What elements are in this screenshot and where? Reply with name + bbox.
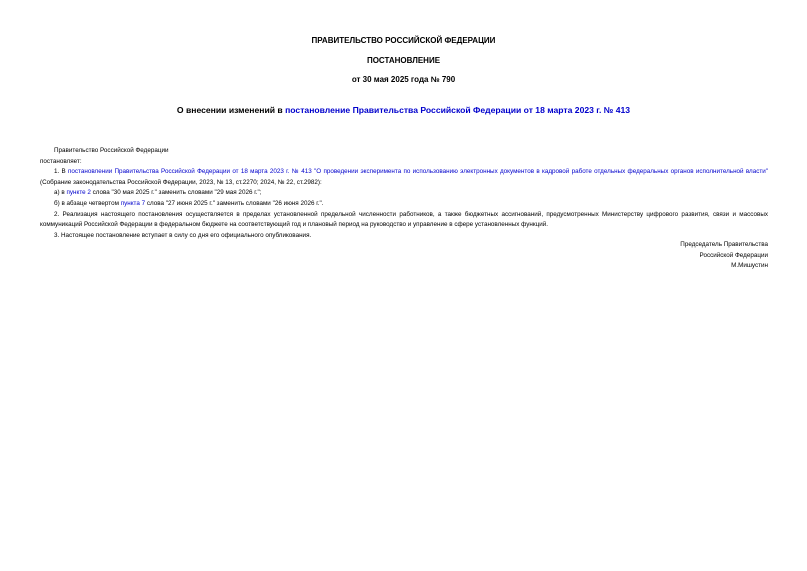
subject-link[interactable]: постановление Правительства Российской Федерации от 18 марта 2023 г. № 413 — [285, 105, 631, 115]
subparagraph-b-prefix: б) в абзаце четвертом — [54, 199, 121, 207]
signature-line-1: Председатель Правительства — [680, 241, 768, 248]
document-subject — [0, 105, 807, 115]
paragraph-1 — [40, 167, 768, 188]
intro-line-1: Правительство Российской Федерации — [54, 147, 169, 154]
subparagraph-b-link[interactable]: пункта 7 — [120, 199, 146, 207]
subparagraph-b — [40, 199, 768, 210]
paragraph-1-link[interactable]: постановлении Правительства Российской Федерации от 18 марта 2023 г. № 413 "О проведении эксперимента по использованию электронных документов в кадровой работе отдельных федеральных органов исполнительной власти" — [68, 168, 768, 176]
government-title: ПРАВИТЕЛЬСТВО РОССИЙСКОЙ ФЕДЕРАЦИИ — [311, 36, 496, 45]
document-body — [40, 146, 768, 241]
paragraph-2: 2. Реализация настоящего постановления осуществляется в пределах установленной предельной численности работников, а также бюджетных ассигнований, предусмотренных Министерству цифрового развития, связи и массовых коммуникаций Российской Федерации в федеральном бюджете на соответствующий год и плановый период на руководство и управление в сфере установленных функций. — [40, 210, 768, 229]
document-date-number: от 30 мая 2025 года № 790 — [351, 75, 456, 84]
intro-line-2: постановляет: — [40, 157, 82, 165]
subparagraph-a — [40, 188, 768, 199]
signature-line-2: Российской Федерации — [699, 251, 768, 259]
signature-block — [680, 240, 768, 272]
paragraph-3: 3. Настоящее постановление вступает в силу со дня его официального опубликования. — [54, 231, 312, 239]
subparagraph-a-suffix: слова "30 мая 2025 г." заменить словами "29 мая 2026 г."; — [90, 189, 262, 197]
subject-prefix: О внесении изменений в — [176, 105, 286, 115]
document-type: ПОСТАНОВЛЕНИЕ — [366, 56, 441, 65]
subparagraph-b-suffix: слова "27 июня 2025 г." заменить словами "26 июня 2026 г.". — [145, 199, 324, 207]
paragraph-1-prefix: 1. В — [54, 168, 68, 176]
subparagraph-a-link[interactable]: пункте 2 — [66, 189, 91, 197]
paragraph-1-suffix: (Собрание законодательства Российской Федерации, 2023, № 13, ст.2270; 2024, № 22, ст.2982): — [40, 178, 322, 186]
subparagraph-a-prefix: а) в — [54, 189, 67, 197]
signature-name: М.Мишустин — [731, 262, 768, 270]
